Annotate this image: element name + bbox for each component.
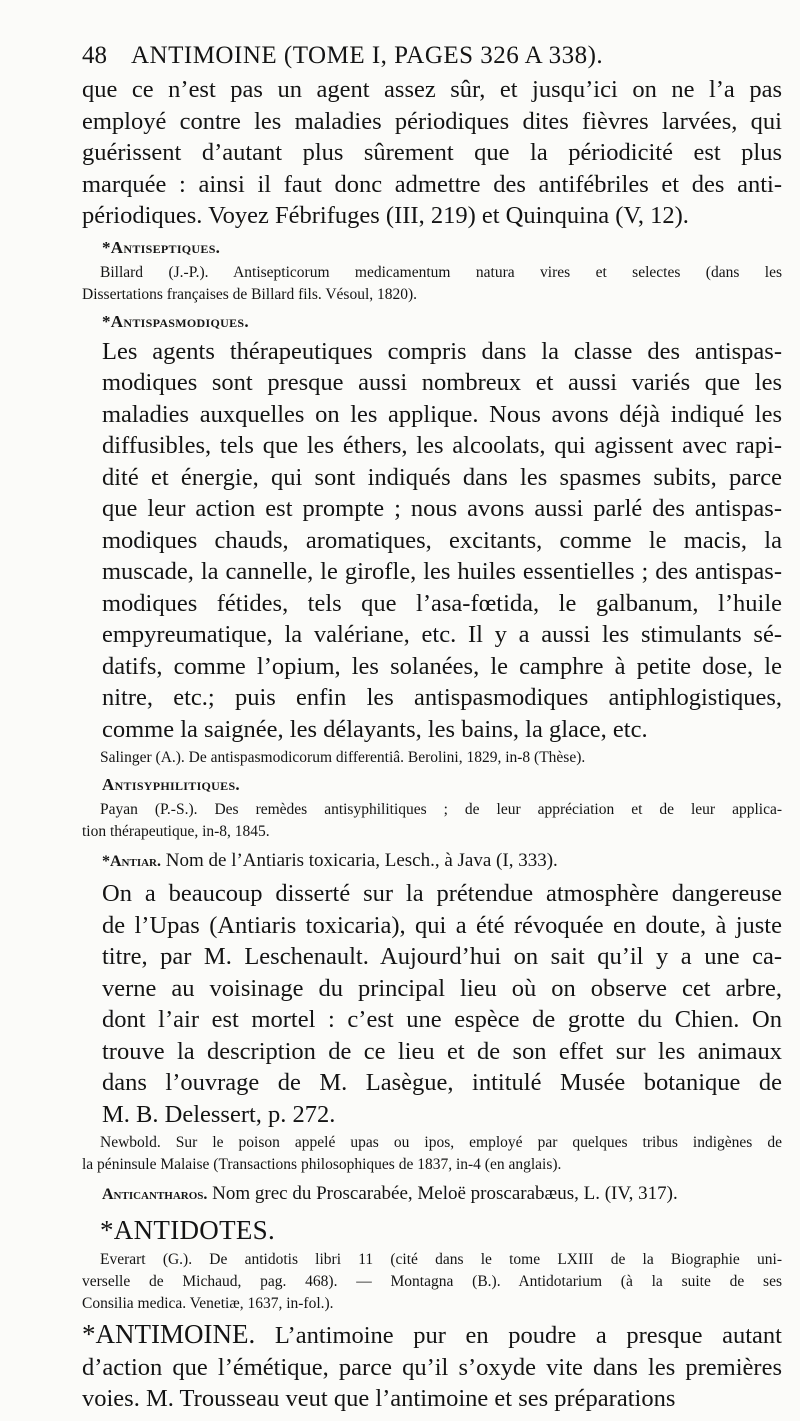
text-line: Dissertations françaises de Billard fils. Vésoul, 1820).: [82, 285, 418, 303]
antiar-paragraph: [82, 878, 782, 1130]
text-line: modiques chauds, aromatiques, excitants, comme le macis, la: [102, 526, 782, 554]
text-line: verne au voisinage du principal lieu où on observe cet arbre,: [102, 974, 782, 1002]
text-line: que ce n’est pas un agent assez sûr, et jusqu’ici on ne l’a pas: [82, 76, 782, 103]
page-number: 48: [82, 42, 107, 69]
entry-label-anticantharos: Anticantharos.: [102, 1186, 208, 1203]
entry-anticantharos: [102, 1180, 782, 1209]
text-line: modiques fétides, tels que l’asa-fœtida, le galbanum, l’huile: [102, 589, 782, 617]
text-line: [82, 1319, 782, 1352]
text-line: périodiques. Voyez Fébrifuges (III, 219) et Quinquina (V, 12).: [82, 202, 689, 229]
entry-heading-antispasmodiques: *Antispasmodiques.: [102, 311, 249, 331]
entry-heading-antiseptiques: *Antiseptiques.: [102, 237, 221, 257]
entry-label-antiar: *Antiar.: [102, 853, 162, 870]
antimoine-paragraph: [82, 1319, 782, 1415]
text-line: employé contre les maladies périodiques dites fièvres larvées, qui: [82, 107, 782, 135]
text-line: Newbold. Sur le poison appelé upas ou ipos, employé par quelques tribus indigènes de: [100, 1134, 782, 1151]
reference-antidotes: [82, 1249, 782, 1315]
reference-antiseptiques: [82, 262, 782, 306]
intro-paragraph: [82, 74, 782, 232]
entry-text-anticantharos: Nom grec du Proscarabée, Meloë proscarabæus, L. (IV, 317).: [212, 1183, 678, 1204]
text-line: d’action que l’émétique, parce qu’il s’oxyde vite dans les premières: [82, 1353, 782, 1381]
text-line: dans l’ouvrage de M. Lasègue, intitulé Musée botanique de: [102, 1069, 782, 1096]
text-line: muscade, la cannelle, le girofle, les huiles essentielles ; des antispas-: [102, 558, 782, 585]
text-line: On a beaucoup disserté sur la prétendue atmosphère dangereuse: [102, 880, 782, 907]
entry-label-antimoine: *ANTIMOINE.: [82, 1319, 256, 1349]
text-line: Consilia medica. Venetiæ, 1637, in-fol.).: [82, 1295, 334, 1312]
text-line: que leur action est prompte ; nous avons aussi parlé des antispas-: [102, 495, 782, 522]
text-line: dité et énergie, qui sont indiqués dans les spasmes subits, parce: [102, 463, 782, 491]
entry-heading-antidotes: *ANTIDOTES.: [100, 1215, 276, 1245]
text-line: voies. M. Trousseau veut que l’antimoine et ses préparations: [82, 1385, 676, 1412]
entry-antiar: [102, 847, 782, 876]
text-line: Les agents thérapeutiques compris dans la classe des antispas-: [102, 337, 782, 365]
text-line: Payan (P.-S.). Des remèdes antisyphilitiques ; de leur appréciation et de leur applica-: [100, 801, 782, 818]
text-line: maladies auxquelles on les applique. Nous avons déjà indiqué les: [102, 400, 782, 428]
text-line: modiques sont presque aussi nombreux et aussi variés que les: [102, 369, 782, 396]
text-line: marquée : ainsi il faut donc admettre des antifébriles et des anti-: [82, 170, 782, 198]
text-line: titre, par M. Leschenault. Aujourd’hui on sait qu’il y a une ca-: [102, 943, 782, 970]
text-line: diffusibles, tels que les éthers, les alcoolats, qui agissent avec rapi-: [102, 432, 782, 459]
text-line: trouve la description de ce lieu et de son effet sur les animaux: [102, 1037, 782, 1065]
reference-antisyphilitiques: [82, 799, 782, 843]
running-head: [82, 40, 782, 74]
text-line: empyreumatique, la valériane, etc. Il y a aussi les stimulants sé-: [102, 621, 782, 648]
antispasmodiques-paragraph: [82, 336, 782, 746]
text-line: Salinger (A.). De antispasmodicorum differentiâ. Berolini, 1829, in-8 (Thèse).: [100, 749, 586, 766]
reference-antiar: [82, 1132, 782, 1176]
text-line: Billard (J.-P.). Antisepticorum medicamentum natura vires et selectes (dans les: [100, 263, 782, 281]
text-line: tion thérapeutique, in-8, 1845.: [82, 823, 270, 840]
running-title: ANTIMOINE (TOME I, PAGES 326 A 338).: [131, 42, 604, 69]
text-line: M. B. Delessert, p. 272.: [102, 1100, 336, 1128]
reference-antispasmodiques: [82, 747, 782, 769]
entry-text-antimoine: L’antimoine pur en poudre a presque autant: [274, 1322, 782, 1349]
text-line: la péninsule Malaise (Transactions philosophiques de 1837, in-4 (en anglais).: [82, 1156, 562, 1173]
entry-heading-antisyphilitiques: Antisyphilitiques.: [102, 775, 240, 794]
text-line: nitre, etc.; puis enfin les antispasmodiques antiphlogistiques,: [102, 684, 782, 711]
text-line: dont l’air est mortel : c’est une espèce de grotte du Chien. On: [102, 1006, 782, 1033]
text-line: verselle de Michaud, pag. 468). — Montagna (B.). Antidotarium (à la suite de ses: [82, 1273, 782, 1290]
book-page: [82, 40, 782, 1415]
text-line: Everart (G.). De antidotis libri 11 (cité dans le tome LXIII de la Biographie uni-: [100, 1251, 782, 1268]
text-line: guérissent d’autant plus sûrement que la périodicité est plus: [82, 139, 782, 166]
entry-text-antiar: Nom de l’Antiaris toxicaria, Lesch., à Java (I, 333).: [165, 850, 558, 871]
text-line: comme la saignée, les délayants, les bains, la glace, etc.: [102, 715, 648, 743]
text-line: datifs, comme l’opium, les solanées, le camphre à petite dose, le: [102, 652, 782, 680]
text-line: de l’Upas (Antiaris toxicaria), qui a été révoquée en doute, à juste: [102, 911, 782, 939]
